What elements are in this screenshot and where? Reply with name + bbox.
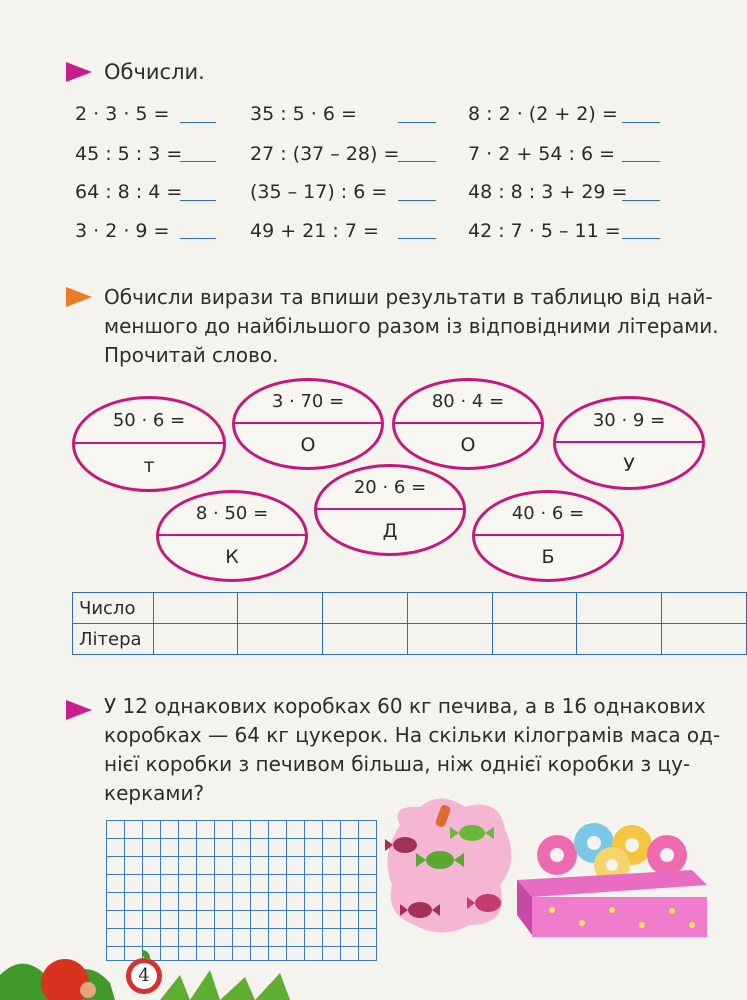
answer-blank[interactable] <box>180 199 216 201</box>
oval-expression: 8 · 50 = <box>195 503 269 525</box>
table-row <box>73 624 747 655</box>
oval-expression: 20 · 6 = <box>353 477 427 499</box>
donut-box-illustration <box>512 815 712 940</box>
exercise-marker-icon <box>66 62 92 82</box>
expression-oval <box>314 464 466 556</box>
oval-letter: У <box>623 453 635 476</box>
oval-letter: О <box>460 433 476 456</box>
answer-cell[interactable] <box>662 593 747 624</box>
answer-cell[interactable] <box>153 624 238 655</box>
grass-decoration <box>160 965 310 1000</box>
exercise1-title: Обчисли. <box>104 60 205 84</box>
hedgehog-illustration <box>0 935 130 1000</box>
oval-expression: 30 · 9 = <box>592 409 666 431</box>
expression-oval <box>472 490 624 582</box>
ex1-expression: 35 : 5 · 6 = <box>250 103 357 125</box>
exercise-marker-icon <box>66 700 92 720</box>
table-row <box>73 593 747 624</box>
oval-letter: т <box>143 455 155 478</box>
ex1-expression: 3 · 2 · 9 = <box>75 220 170 242</box>
instruction-line: меншого до найбільшого разом із відповідними літерами. <box>104 314 719 338</box>
oval-letter: К <box>225 545 239 568</box>
problem-line: нієї коробки з печивом більша, ніж однієї коробки з цу- <box>104 752 691 776</box>
ex1-expression: 2 · 3 · 5 = <box>75 103 170 125</box>
answer-cell[interactable] <box>492 593 577 624</box>
expression-oval <box>232 378 384 470</box>
oval-expression: 50 · 6 = <box>112 409 186 431</box>
page-number-inner <box>131 963 157 989</box>
answer-blank[interactable] <box>180 237 216 239</box>
ex1-expression: 45 : 5 : 3 = <box>75 143 183 165</box>
oval-expression: 40 · 6 = <box>511 503 585 525</box>
expression-oval <box>156 490 308 582</box>
answer-table <box>72 592 747 655</box>
problem-line: керками? <box>104 781 205 805</box>
answer-cell[interactable] <box>238 593 323 624</box>
page-number: 4 <box>138 965 150 986</box>
ex1-expression: 8 : 2 · (2 + 2) = <box>468 103 618 125</box>
answer-cell[interactable] <box>662 624 747 655</box>
instruction-line: Прочитай слово. <box>104 343 279 367</box>
candies-illustration <box>380 785 520 945</box>
row-label: Літера <box>73 624 154 655</box>
answer-blank[interactable] <box>398 199 436 201</box>
expression-oval <box>553 396 705 490</box>
ex1-expression: 42 : 7 · 5 – 11 = <box>468 220 621 242</box>
problem-line: коробках — 64 кг цукерок. На скільки кілограмів маса од- <box>104 723 721 747</box>
answer-grid[interactable] <box>106 820 377 961</box>
answer-blank[interactable] <box>398 237 436 239</box>
oval-letter: Б <box>541 545 555 568</box>
oval-letter: О <box>300 433 316 456</box>
answer-cell[interactable] <box>577 624 662 655</box>
answer-blank[interactable] <box>622 199 660 201</box>
problem-line: У 12 однакових коробках 60 кг печива, а в 16 однакових <box>104 694 706 718</box>
answer-blank[interactable] <box>622 237 660 239</box>
answer-cell[interactable] <box>238 624 323 655</box>
ex1-expression: 64 : 8 : 4 = <box>75 181 183 203</box>
oval-expression: 3 · 70 = <box>271 391 345 413</box>
ex1-expression: 48 : 8 : 3 + 29 = <box>468 181 628 203</box>
expression-oval <box>72 396 226 492</box>
exercise-marker-icon <box>66 287 92 307</box>
answer-cell[interactable] <box>153 593 238 624</box>
answer-cell[interactable] <box>577 593 662 624</box>
exercise2-instructions <box>104 283 724 370</box>
answer-cell[interactable] <box>407 593 492 624</box>
instruction-line: Обчисли вирази та впиши результати в таблицю від най- <box>104 285 713 309</box>
answer-cell[interactable] <box>407 624 492 655</box>
expression-oval <box>392 378 544 470</box>
ex1-expression: 7 · 2 + 54 : 6 = <box>468 143 615 165</box>
answer-cell[interactable] <box>323 593 408 624</box>
answer-blank[interactable] <box>398 160 436 162</box>
ex1-expression: 27 : (37 – 28) = <box>250 143 400 165</box>
ex1-expression: (35 – 17) : 6 = <box>250 181 388 203</box>
answer-blank[interactable] <box>622 121 660 123</box>
answer-blank[interactable] <box>180 160 216 162</box>
answer-cell[interactable] <box>323 624 408 655</box>
answer-blank[interactable] <box>398 121 436 123</box>
ex1-expression: 49 + 21 : 7 = <box>250 220 379 242</box>
answer-cell[interactable] <box>492 624 577 655</box>
answer-blank[interactable] <box>622 160 660 162</box>
oval-letter: Д <box>382 519 398 542</box>
row-label: Число <box>73 593 154 624</box>
answer-blank[interactable] <box>180 121 216 123</box>
oval-expression: 80 · 4 = <box>431 391 505 413</box>
